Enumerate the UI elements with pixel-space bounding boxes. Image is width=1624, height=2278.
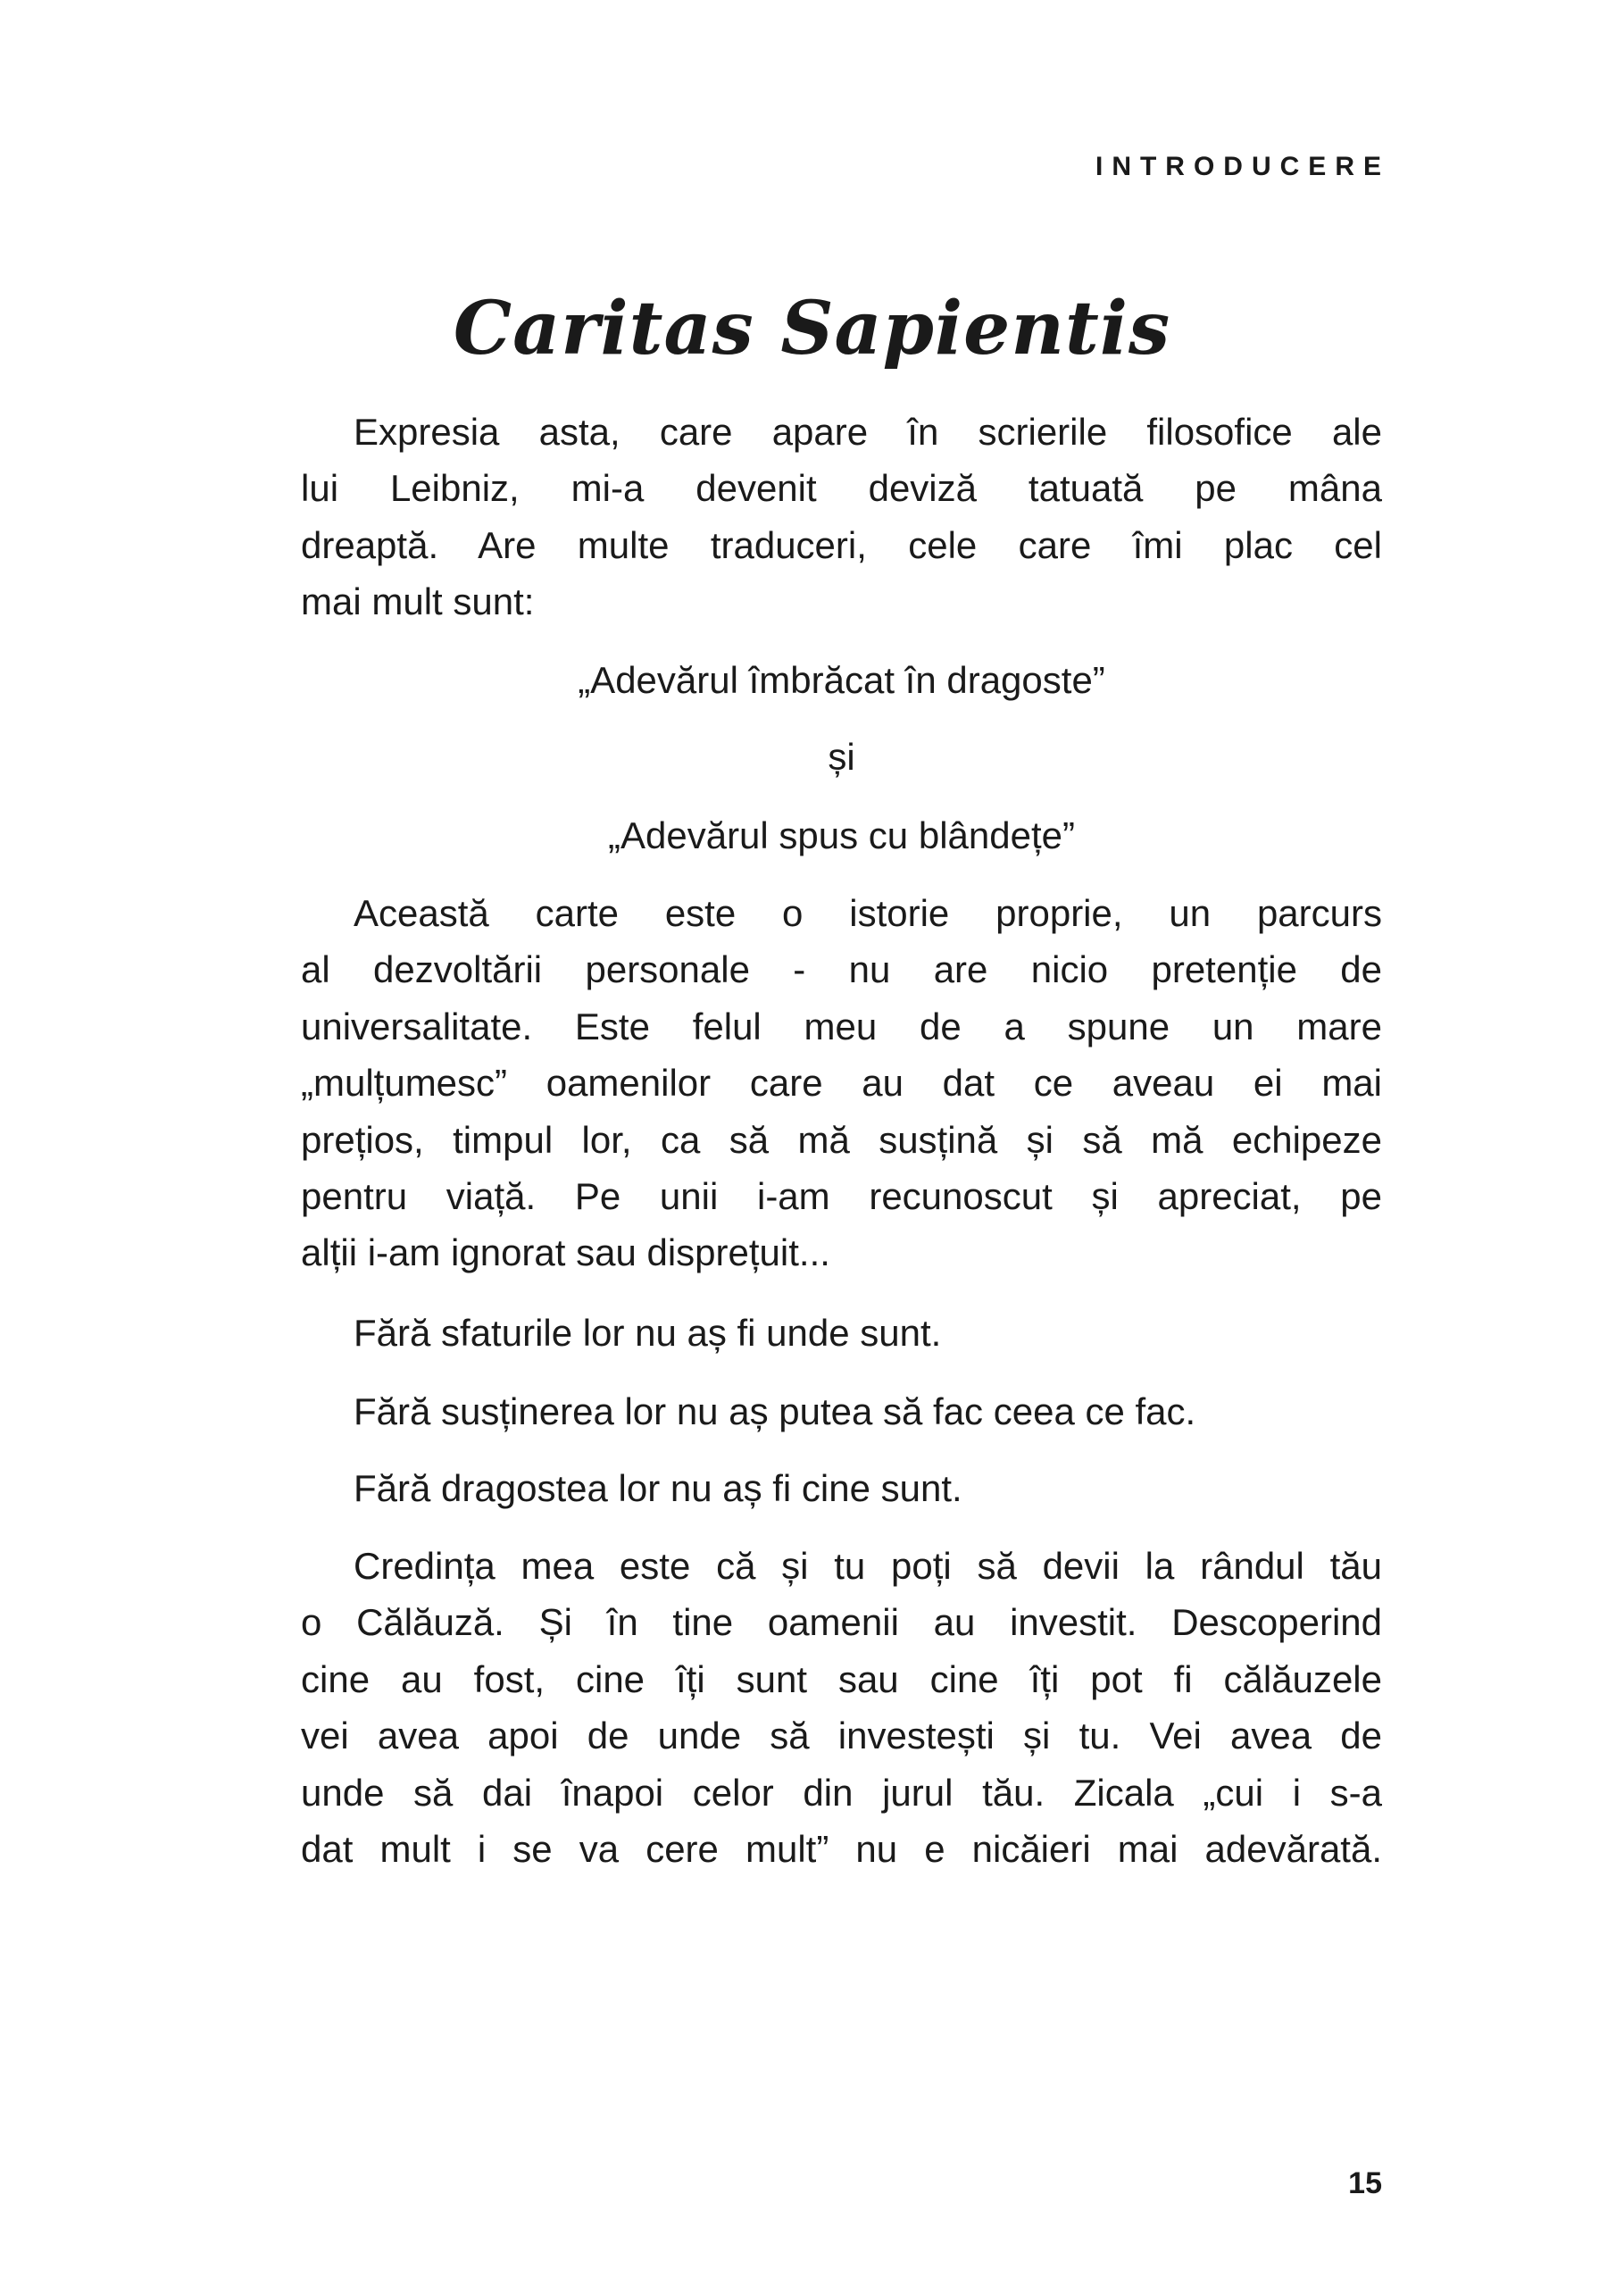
text-line: Fără susținerea lor nu aș putea să fac ceea ce fac.	[354, 1390, 1196, 1432]
text-line: lui Leibniz, mi-a devenit deviză tatuată pe mâna	[301, 467, 1382, 510]
text-line: Credința mea este că și tu poți să devii la rândul tău	[354, 1545, 1382, 1587]
short-line-2	[301, 1383, 1382, 1439]
text-line: Fără dragostea lor nu aș fi cine sunt.	[354, 1467, 962, 1509]
text-line: vei avea apoi de unde să investești și tu. Vei avea de	[301, 1715, 1382, 1757]
text-line: prețios, timpul lor, ca să mă susțină și să mă echipeze	[301, 1118, 1382, 1161]
page-number: 15	[1348, 2166, 1382, 2200]
text-line: unde să dai înapoi celor din jurul tău. Zicala „cui i s-a	[301, 1771, 1382, 1814]
short-line-3	[301, 1460, 1382, 1516]
text-line: mai mult sunt:	[301, 580, 535, 623]
text-line: pentru viață. Pe unii i-am recunoscut și apreciat, pe	[301, 1174, 1382, 1217]
quote-line: „Adevărul îmbrăcat în dragoste”	[578, 659, 1105, 701]
paragraph-3	[301, 1538, 1382, 1877]
quote-line: și	[828, 736, 855, 778]
short-line-1	[301, 1305, 1382, 1361]
text-line: dreaptă. Are multe traduceri, cele care îmi plac cel	[301, 523, 1382, 566]
text-line: cine au fost, cine îți sunt sau cine îți pot fi călăuzele	[301, 1657, 1382, 1700]
paragraph-1	[301, 404, 1382, 630]
quote-2	[301, 807, 1382, 864]
text-line: „mulțumesc” oamenilor care au dat ce aveau ei mai	[301, 1062, 1382, 1105]
text-line: alții i-am ignorat sau disprețuit...	[301, 1231, 830, 1274]
quote-line: „Adevărul spus cu blândețe”	[608, 814, 1075, 856]
chapter-title: Caritas Sapientis	[453, 286, 1171, 371]
quote-conjunction	[301, 729, 1382, 785]
text-line: al dezvoltării personale - nu are nicio pretenție de	[301, 948, 1382, 991]
text-line: Expresia asta, care apare în scrierile filosofice ale	[354, 411, 1382, 453]
text-line: Această carte este o istorie proprie, un parcurs	[354, 892, 1382, 934]
running-head: INTRODUCERE	[1095, 152, 1390, 181]
text-line: dat mult i se va cere mult” nu e nicăieri mai adevărată.	[301, 1827, 1382, 1870]
paragraph-2	[301, 885, 1382, 1281]
text-line: o Călăuză. Și în tine oamenii au investit. Descoperind	[301, 1601, 1382, 1644]
quote-1	[301, 652, 1382, 708]
text-line: universalitate. Este felul meu de a spune un mare	[301, 1005, 1382, 1047]
text-line: Fără sfaturile lor nu aș fi unde sunt.	[354, 1312, 942, 1354]
